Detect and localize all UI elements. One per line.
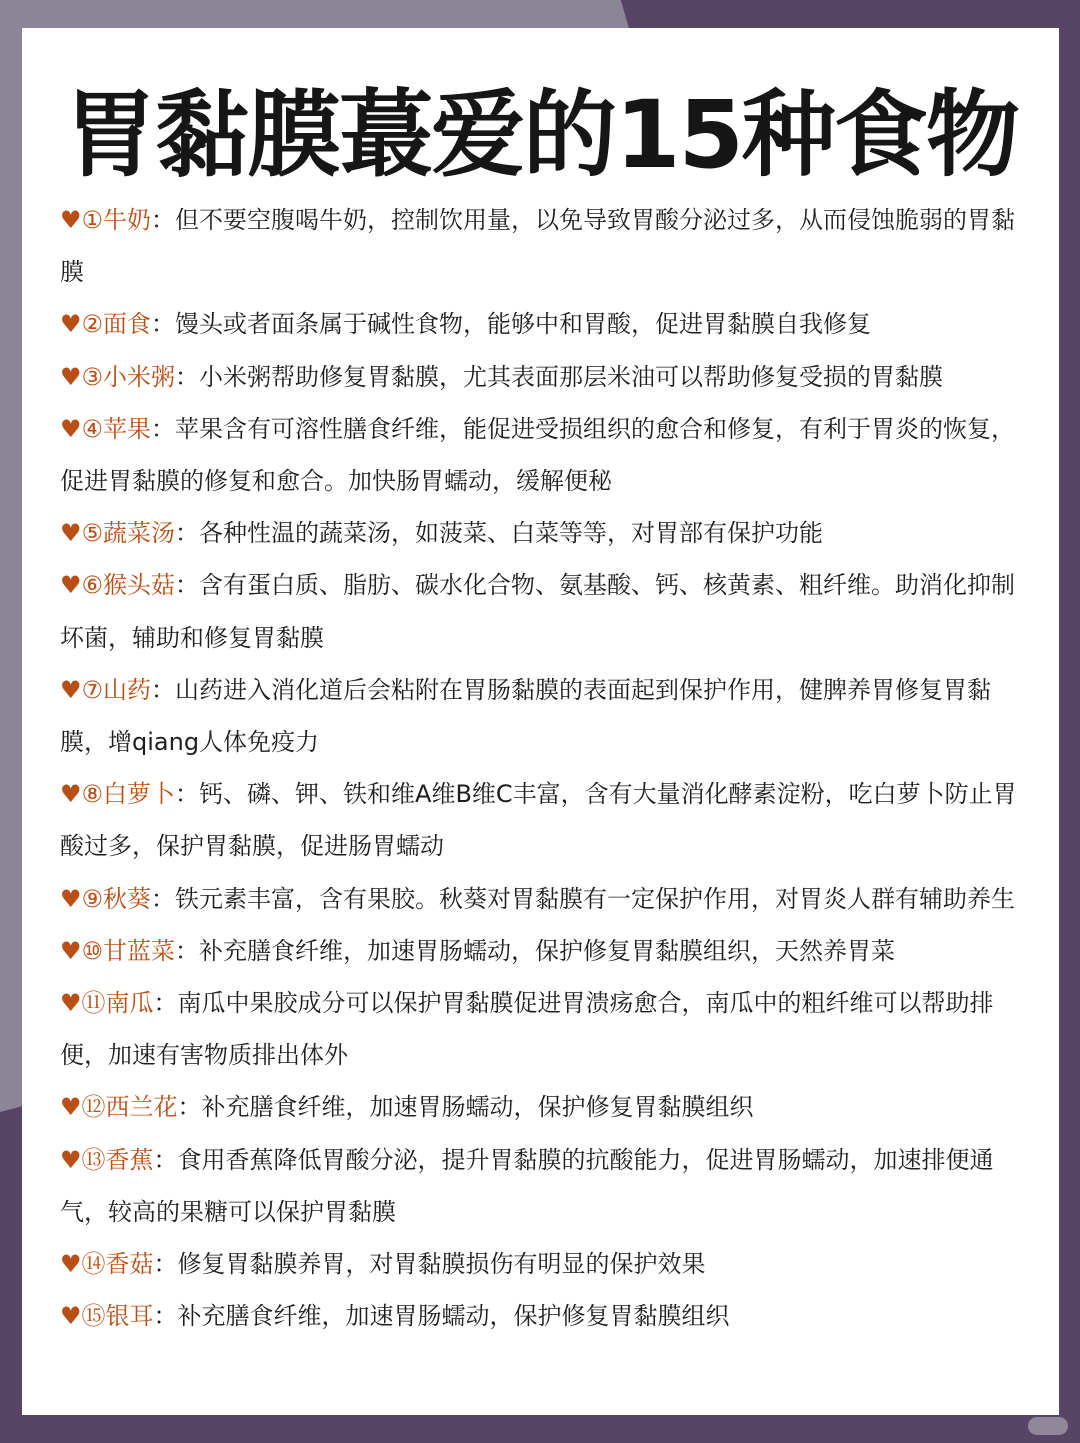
heart-icon: ♥ <box>60 780 82 809</box>
food-description: 馒头或者面条属于碱性食物，能够中和胃酸，促进胃黏膜自我修复 <box>175 310 872 339</box>
food-name: ⑩甘蓝菜 <box>81 936 176 965</box>
heart-icon: ♥ <box>60 1250 82 1279</box>
food-name: ⑮银耳 <box>81 1302 154 1331</box>
food-description: 铁元素丰富，含有果胶。秋葵对胃黏膜有一定保护作用，对胃炎人群有辅助养生 <box>175 884 1016 913</box>
food-name: ①牛奶 <box>81 206 152 234</box>
heart-icon: ♥ <box>60 310 82 339</box>
food-name: ⑫西兰花 <box>81 1093 178 1122</box>
separator: ： <box>151 675 176 704</box>
separator: ： <box>175 780 200 809</box>
heart-icon: ♥ <box>60 1093 82 1122</box>
list-item <box>60 1081 1020 1133</box>
heart-icon: ♥ <box>60 989 82 1018</box>
food-name: ⑭香菇 <box>81 1250 154 1279</box>
heart-icon: ♥ <box>60 362 82 391</box>
list-item <box>60 507 1020 559</box>
food-name: ⑧白萝卜 <box>81 780 176 809</box>
food-name: ③小米粥 <box>81 362 176 391</box>
heart-icon: ♥ <box>60 675 82 704</box>
list-item <box>60 194 1020 298</box>
heart-icon: ♥ <box>60 571 82 600</box>
list-item <box>60 1134 1020 1238</box>
list-item <box>60 559 1020 663</box>
list-item <box>60 298 1020 350</box>
food-description: 修复胃黏膜养胃，对胃黏膜损伤有明显的保护效果 <box>177 1250 706 1279</box>
separator: ： <box>153 1145 178 1174</box>
list-item <box>60 1290 1020 1342</box>
separator: ： <box>151 310 176 339</box>
heart-icon: ♥ <box>60 414 82 443</box>
heart-icon: ♥ <box>60 1145 82 1174</box>
separator: ： <box>177 1093 202 1122</box>
heart-icon: ♥ <box>60 936 82 965</box>
food-description: 补充膳食纤维，加速胃肠蠕动，保护修复胃黏膜组织 <box>177 1302 730 1331</box>
heart-icon: ♥ <box>60 884 82 913</box>
food-description: 食用香蕉降低胃酸分泌，提升胃黏膜的抗酸能力，促进胃肠蠕动，加速排便通气，较高的果糖可以保护胃黏膜 <box>60 1145 994 1226</box>
food-description: 山药进入消化道后会粘附在胃肠黏膜的表面起到保护作用，健脾养胃修复胃黏膜，增qiang人体免疫力 <box>60 675 992 757</box>
food-description: 各种性温的蔬菜汤，如菠菜、白菜等等，对胃部有保护功能 <box>199 519 824 548</box>
food-description: 补充膳食纤维，加速胃肠蠕动，保护修复胃黏膜组织 <box>201 1093 754 1122</box>
food-name: ⑬香蕉 <box>81 1145 154 1174</box>
content-card <box>22 28 1059 1415</box>
heart-icon: ♥ <box>60 519 82 548</box>
heart-icon: ♥ <box>60 1302 82 1331</box>
list-item <box>60 768 1020 872</box>
food-description: 小米粥帮助修复胃黏膜，尤其表面那层米油可以帮助修复受损的胃黏膜 <box>199 362 944 391</box>
list-item <box>60 664 1020 768</box>
food-name: ⑪南瓜 <box>81 989 154 1018</box>
list-item <box>60 977 1020 1081</box>
food-description: 钙、磷、钾、铁和维A维B维C丰富，含有大量消化酵素淀粉，吃白萝卜防止胃酸过多，保护胃黏膜，促进肠胃蠕动 <box>60 780 1017 861</box>
list-item <box>60 403 1020 507</box>
list-item <box>60 1238 1020 1290</box>
watermark-logo <box>1028 1417 1068 1435</box>
separator: ： <box>175 519 200 548</box>
food-name: ⑨秋葵 <box>81 884 152 913</box>
page-title: 胃黏膜蕞爱的15种食物 <box>63 81 1018 190</box>
food-name: ②面食 <box>81 310 152 339</box>
food-description: 南瓜中果胶成分可以保护胃黏膜促进胃溃疡愈合，南瓜中的粗纤维可以帮助排便，加速有害物质排出体外 <box>60 989 994 1070</box>
separator: ： <box>153 1250 178 1279</box>
food-name: ④苹果 <box>81 414 152 443</box>
separator: ： <box>151 206 176 234</box>
food-name: ⑤蔬菜汤 <box>81 519 176 548</box>
separator: ： <box>175 571 200 600</box>
food-description: 补充膳食纤维，加速胃肠蠕动，保护修复胃黏膜组织，天然养胃菜 <box>199 936 896 965</box>
food-name: ⑥猴头菇 <box>81 571 176 600</box>
separator: ： <box>153 1302 178 1331</box>
food-list <box>60 194 1020 1342</box>
list-item <box>60 873 1020 925</box>
food-name: ⑦山药 <box>81 675 152 704</box>
separator: ： <box>151 414 176 443</box>
heart-icon: ♥ <box>60 206 82 234</box>
separator: ： <box>175 936 200 965</box>
list-item <box>60 351 1020 403</box>
food-description: 含有蛋白质、脂肪、碳水化合物、氨基酸、钙、核黄素、粗纤维。助消化抑制坏菌，辅助和修复胃黏膜 <box>60 571 1016 652</box>
food-description: 苹果含有可溶性膳食纤维，能促进受损组织的愈合和修复，有利于胃炎的恢复，促进胃黏膜的修复和愈合。加快肠胃蠕动，缓解便秘 <box>60 414 1016 496</box>
separator: ： <box>151 884 176 913</box>
separator: ： <box>175 362 200 391</box>
list-item <box>60 925 1020 977</box>
separator: ： <box>153 989 178 1018</box>
food-description: 但不要空腹喝牛奶，控制饮用量，以免导致胃酸分泌过多，从而侵蚀脆弱的胃黏膜 <box>60 206 1016 287</box>
